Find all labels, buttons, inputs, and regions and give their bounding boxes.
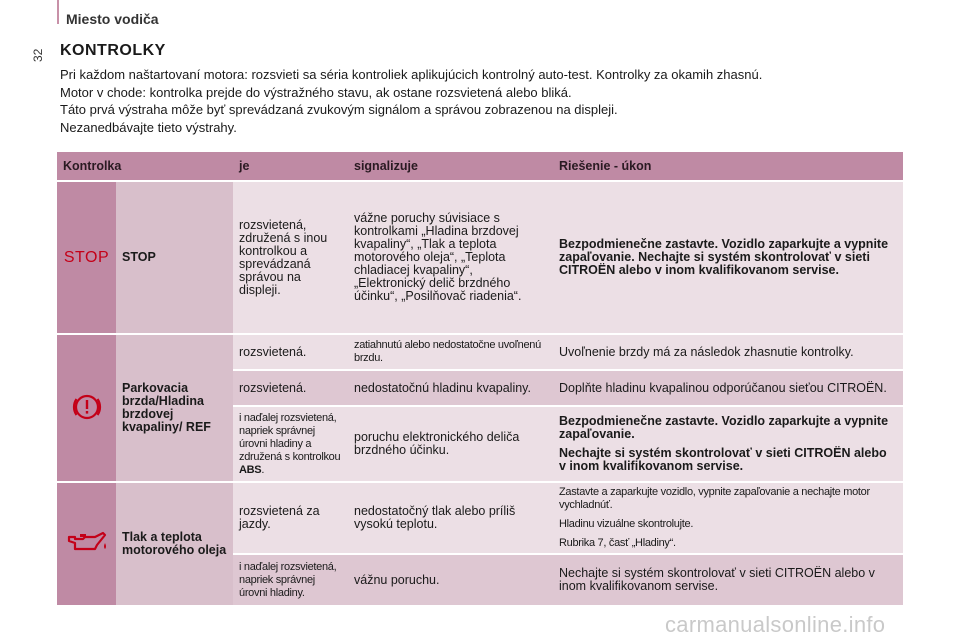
table-header-row — [57, 152, 903, 180]
intro-line: Pri každom naštartovaní motora: rozsvieti sa séria kontroliek aplikujúcich kontrolný auto-test. Kontrolky za okamih zhasnú. — [60, 67, 763, 82]
intro-text — [60, 66, 950, 136]
state-cell: rozsvietená. — [233, 335, 348, 369]
state-cell: rozsvietená, združená s inou kontrolkou a sprevádzaná správou na displeji. — [233, 182, 348, 333]
solution-line: Bezpodmienečne zastavte. Vozidlo zaparkujte a vypnite zapaľovanie. — [559, 414, 889, 441]
header-state: je — [233, 152, 348, 180]
state-cell: rozsvietená za jazdy. — [233, 483, 348, 553]
warning-lights-table — [57, 150, 903, 607]
table-row-stop — [57, 182, 903, 333]
light-name: STOP — [116, 182, 233, 333]
signal-cell: vážnu poruchu. — [348, 555, 553, 605]
signal-cell: zatiahnutú alebo nedostatočne uvoľnenú brzdu. — [348, 335, 553, 369]
brake-warning-icon — [70, 390, 104, 424]
state-cell — [233, 407, 348, 481]
table-row-brake-1 — [57, 335, 903, 369]
light-name: Parkovacia brzda/Hladina brzdovej kvapaliny/ REF — [116, 335, 233, 481]
page-title: KONTROLKY — [60, 42, 166, 59]
light-name: Tlak a teplota motorového oleja — [116, 483, 233, 605]
solution-cell: Doplňte hladinu kvapalinou odporúčanou sieťou CITROËN. — [553, 371, 903, 405]
state-text-end: . — [261, 463, 265, 476]
page-number: 32 — [31, 48, 45, 62]
header-kontrolka: Kontrolka — [57, 152, 233, 180]
state-cell: i naďalej rozsvietená, napriek správnej úrovni hladiny. — [233, 555, 348, 605]
intro-line: Nezanedbávajte tieto výstrahy. — [60, 119, 237, 135]
signal-cell: nedostatočnú hladinu kvapaliny. — [348, 371, 553, 405]
section-header: Miesto vodiča — [66, 11, 159, 27]
stop-icon-cell — [57, 182, 116, 333]
header-signal: signalizuje — [348, 152, 553, 180]
edge-accent-bar — [57, 0, 59, 24]
brake-icon-cell — [57, 335, 116, 481]
solution-cell: Uvoľnenie brzdy má za následok zhasnutie kontrolky. — [553, 335, 903, 369]
intro-line: Táto prvá výstraha môže byť sprevádzaná zvukovým signálom a správou zobrazenou na displeji. — [60, 102, 618, 117]
intro-line: Motor v chode: kontrolka prejde do výstražného stavu, ak ostane rozsvietená alebo bliká. — [60, 84, 572, 100]
solution-line: Nechajte si systém skontrolovať v sieti CITROËN alebo v inom kvalifikovanom servise. — [559, 446, 887, 473]
watermark: carmanualsonline.info — [665, 612, 886, 637]
solution-cell: Nechajte si systém skontrolovať v sieti CITROËN alebo v inom kvalifikovanom servise. — [553, 555, 903, 605]
state-text: i naďalej rozsvietená, napriek správnej úrovni hladiny a združená s kontrolkou — [239, 411, 341, 463]
stop-icon: STOP — [63, 248, 110, 266]
state-cell: rozsvietená. — [233, 371, 348, 405]
solution-line: Hladinu vizuálne skontrolujte. — [559, 518, 694, 530]
signal-cell: nedostatočný tlak alebo príliš vysokú teplotu. — [348, 483, 553, 553]
oil-can-icon — [65, 529, 109, 557]
header-solution: Riešenie - úkon — [553, 152, 903, 180]
abs-label: ABS — [239, 463, 262, 476]
table-row-oil-1 — [57, 483, 903, 553]
solution-cell: Bezpodmienečne zastavte. Vozidlo zaparkujte a vypnite zapaľovanie. Nechajte si systém skontrolovať v sieti CITROËN alebo v inom kvalifikovanom servise. — [553, 182, 903, 333]
solution-cell — [553, 483, 903, 553]
signal-cell: vážne poruchy súvisiace s kontrolkami „Hladina brzdovej kvapaliny“, „Tlak a teplota motorového oleja“, „Teplota chladiacej kvapaliny“, „Elektronický delič brzdného účinku“, „Posilňovač riadenia“. — [348, 182, 553, 333]
solution-line: Rubrika 7, časť „Hladiny“. — [559, 537, 676, 549]
signal-cell: poruchu elektronického deliča brzdného účinku. — [348, 407, 553, 481]
solution-cell — [553, 407, 903, 481]
oil-icon-cell — [57, 483, 116, 605]
solution-line: Zastavte a zaparkujte vozidlo, vypnite zapaľovanie a nechajte motor vychladnúť. — [559, 486, 870, 511]
